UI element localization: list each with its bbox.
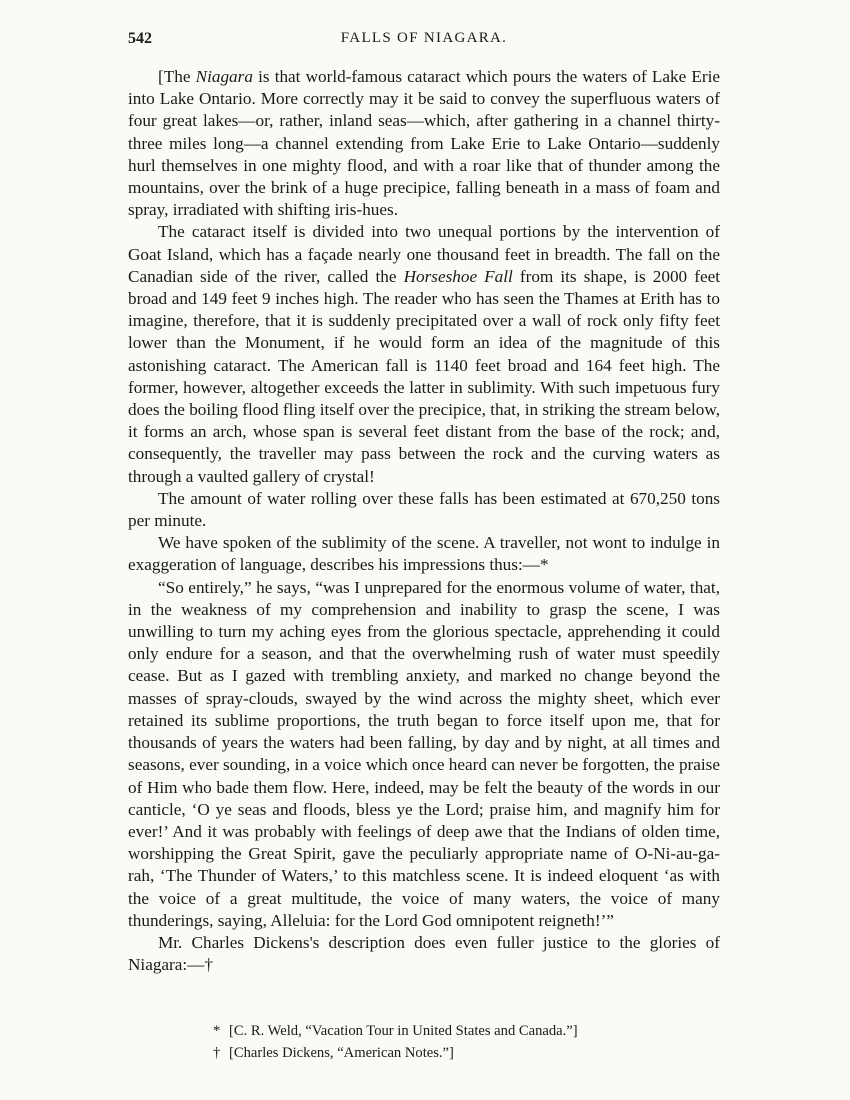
text-run: The amount of water rolling over these falls has been estimated at 670,250 tons per minute. xyxy=(128,488,720,531)
paragraph xyxy=(128,932,720,976)
footnote-text: [Charles Dickens, “American Notes.”] xyxy=(229,1045,454,1061)
text-run: Mr. Charles Dickens's description does even fuller justice to the glories of Niagara:—† xyxy=(128,932,720,975)
body-text xyxy=(128,66,720,976)
paragraph xyxy=(128,488,720,532)
paragraph xyxy=(128,532,720,576)
italic-text: Niagara xyxy=(195,67,253,86)
running-title: FALLS OF NIAGARA. xyxy=(340,30,508,46)
paragraph xyxy=(128,221,720,487)
italic-text: Horseshoe Fall xyxy=(403,266,513,286)
paragraph xyxy=(128,66,720,221)
text-run: “So entirely,” he says, “was I unprepared for the enormous volume of water, that, in the weakness of my comprehension and inability to grasp the scene, I was unwilling to turn my aching eyes from the glorious spectacle, apprehending it could only endure for a season, and that the overwhelming rush of water must speedily cease. But as I gazed with trembling anxiety, and marked no change beyond the masses of spray-clouds, swayed by the wind across the mighty sheet, which ever retained its sublime proportions, the truth began to force itself upon me, that for thousands of years the waters had been falling, by day and by night, at all times and seasons, ever sounding, in a voice which once heard can never be forgotten, the praise of Him who bade them flow. Here, indeed, may be felt the beauty of the words in our canticle, ‘O ye seas and floods, bless ye the Lord; praise him, and magnify him for ever!’ And it was probably with feelings of deep awe that the Indians of olden time, worshipping the Great Spirit, gave the peculiarly appropriate name of O-Ni-au-ga-rah, ‘The Thunder of Waters,’ to this matchless scene. It is indeed eloquent ‘as with the voice of a great multitude, the voice of many waters, the voice of many thunderings, saying, Alleluia: for the Lord God omnipotent reigneth!’” xyxy=(128,577,720,930)
footnote-text: [C. R. Weld, “Vacation Tour in United States and Canada.”] xyxy=(229,1023,578,1039)
footnote xyxy=(213,1042,713,1064)
footnote-mark: * xyxy=(213,1023,221,1039)
paragraph xyxy=(128,577,720,932)
footnotes xyxy=(213,1020,713,1064)
page-number: 542 xyxy=(128,30,152,47)
text-run: [The xyxy=(158,67,196,86)
text-run: from its shape, is 2000 feet broad and 149 feet 9 inches high. The reader who has seen the Thames at Erith has to imagine, therefore, that it is suddenly precipitated over a wall of rock only fifty feet lower than the Monument, if he would form an idea of the magnitude of this astonishing cataract. The American fall is 1140 feet broad and 164 feet high. The former, however, altogether exceeds the latter in sublimity. With such impetuous fury does the boiling flood fling itself over the precipice, that, in striking the stream below, it forms an arch, whose span is several feet distant from the base of the rock; and, consequently, the traveller may pass between the rock and the curving waters as through a vaulted gallery of crystal! xyxy=(128,266,720,486)
footnote xyxy=(213,1020,713,1042)
text-run: The cataract itself is divided into two unequal portions by the intervention of Goat Island, which has a façade nearly one thousand feet in breadth. The fall on the Canadian side of the river, called the xyxy=(128,222,720,286)
footnote-mark: † xyxy=(213,1045,221,1061)
text-run: is that world-famous cataract which pours the waters of Lake Erie into Lake Ontario. More correctly may it be said to convey the superfluous waters of four great lakes—or, rather, inland seas—which, after gathering in a channel thirty-three miles long—a channel extending from Lake Erie to Lake Ontario—suddenly hurl themselves in one mighty flood, and with a roar like that of thunder among the mountains, over the brink of a huge precipice, falling beneath in a mass of foam and spray, irradiated with shifting iris-hues. xyxy=(128,67,721,220)
page-header xyxy=(128,30,720,54)
text-run: We have spoken of the sublimity of the scene. A traveller, not wont to indulge in exaggeration of language, describes his impressions thus:—* xyxy=(128,533,720,575)
